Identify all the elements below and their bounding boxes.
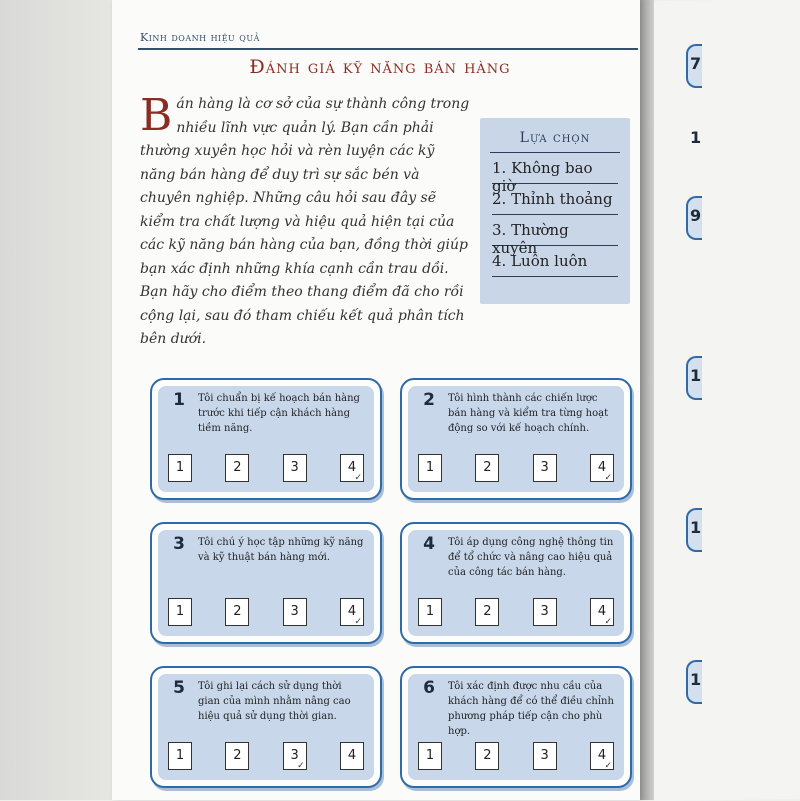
score-box[interactable] [533,598,557,626]
score-box-label: 3 [540,460,549,475]
score-box-label: 1 [425,460,435,475]
score-box-label: 3 [540,604,549,619]
score-box[interactable] [225,598,249,626]
score-options [168,454,364,482]
book-gutter [640,0,654,800]
tick-mark-icon: ✓ [354,473,362,483]
score-box[interactable] [340,742,364,770]
score-box-label: 4 [347,460,357,475]
score-box-label: 1 [175,604,185,619]
question-text: Tôi ghi lại cách sử dụng thời gian của mình nhằm nâng cao hiệu quả sử dụng thời gian. [198,681,351,722]
question-panel [408,386,624,492]
question-panel [408,674,624,780]
score-box-label: 3 [290,460,299,475]
question-number: 3 [173,534,185,554]
question-card [150,522,382,644]
header-rule [138,48,638,50]
question-text: Tôi xác định được nhu cầu của khách hàng để có thể điều chỉnh phương pháp tiếp cận cho phù hợp. [448,681,614,737]
score-box[interactable] [283,598,307,626]
background-left [0,0,112,800]
next-page-number: 1 [690,366,702,385]
question-text: Tôi hình thành các chiến lược bán hàng và kiểm tra từng hoạt động so với kế hoạch chính. [448,393,609,434]
question-number: 4 [423,534,435,554]
score-box-label: 3 [290,748,299,763]
score-box-label: 3 [540,748,549,763]
score-box[interactable] [533,454,557,482]
question-text: Tôi chú ý học tập những kỹ năng và kỹ thuật bán hàng mới. [198,537,364,563]
question-card [150,378,382,500]
question-panel [158,386,374,492]
tick-mark-icon: ✓ [604,761,612,771]
score-box[interactable] [590,598,614,626]
score-box[interactable] [168,742,192,770]
choice-item: 3. Thường xuyên [492,215,618,246]
next-page-number: 9 [690,206,702,225]
question-card [400,522,632,644]
question-card [400,666,632,788]
question-number: 6 [423,678,435,698]
next-page-number: 1 [690,518,702,537]
score-options [418,454,614,482]
score-box-label: 4 [347,604,357,619]
question-card [400,378,632,500]
choice-item: 4. Luôn luôn [492,246,618,277]
score-box-label: 1 [425,604,435,619]
question-number: 5 [173,678,185,698]
next-page-number: 1 [690,670,702,689]
next-page-number: 7 [690,54,702,73]
tick-mark-icon: ✓ [297,761,305,771]
question-number: 1 [173,390,185,410]
question-number: 2 [423,390,435,410]
score-box-label: 2 [483,604,492,619]
score-box-label: 2 [233,748,242,763]
choice-item: 2. Thỉnh thoảng [492,184,618,215]
score-box[interactable] [340,454,364,482]
tick-mark-icon: ✓ [604,617,612,627]
score-options [418,742,614,770]
question-text: Tôi áp dụng công nghệ thông tin để tổ chức và nâng cao hiệu quả của công tác bán hàng. [448,537,614,578]
tick-mark-icon: ✓ [604,473,612,483]
score-box[interactable] [418,742,442,770]
score-box[interactable] [418,454,442,482]
score-box-label: 2 [483,460,492,475]
score-box[interactable] [590,742,614,770]
question-text: Tôi chuẩn bị kế hoạch bán hàng trước khi tiếp cận khách hàng tiềm năng. [198,393,360,434]
question-card [150,666,382,788]
score-box[interactable] [533,742,557,770]
drop-cap: B [140,90,173,141]
score-box-label: 4 [597,460,607,475]
score-box[interactable] [283,454,307,482]
score-box-label: 4 [597,748,607,763]
score-box[interactable] [418,598,442,626]
score-box-label: 2 [483,748,492,763]
score-box[interactable] [475,742,499,770]
question-panel [158,674,374,780]
question-panel [158,530,374,636]
score-box[interactable] [590,454,614,482]
tick-mark-icon: ✓ [354,617,362,627]
score-box[interactable] [340,598,364,626]
intro-text: án hàng là cơ sở của sự thành công trong nhiều lĩnh vực quản lý. Bạn cần phải thường xuyên học hỏi và rèn luyện các kỹ năng bán hàng để duy trì sự sắc bén và chuyên nghiệp. Những câu hỏi sau đây sẽ kiểm tra chất lượng và hiệu quả hiện tại của các kỹ năng bán hàng của bạn, đồng thời giúp bạn xác định những khía cạnh cần trau dồi. Bạn hãy cho điểm theo thang điểm đã cho rồi cộng lại, sau đó tham chiếu kết quả phân tích bên dưới. [140,96,470,347]
choices-box [480,118,630,304]
intro-paragraph [140,90,470,352]
score-options [168,598,364,626]
page-title: Đánh giá kỹ năng bán hàng [249,56,511,78]
score-box[interactable] [475,598,499,626]
score-options [168,742,364,770]
score-box[interactable] [283,742,307,770]
score-box-label: 4 [347,748,357,763]
next-page [654,0,800,801]
score-box-label: 1 [425,748,435,763]
score-box-label: 4 [597,604,607,619]
score-box[interactable] [225,454,249,482]
running-head: Kinh doanh hiệu quả [140,31,260,44]
score-box-label: 1 [175,748,185,763]
score-box-label: 2 [233,604,242,619]
question-panel [408,530,624,636]
score-box[interactable] [168,598,192,626]
choice-item: 1. Không bao giờ [492,153,618,184]
score-box[interactable] [168,454,192,482]
score-box[interactable] [475,454,499,482]
score-options [418,598,614,626]
score-box[interactable] [225,742,249,770]
choices-heading: Lựa chọn [519,130,591,146]
score-box-label: 1 [175,460,185,475]
next-page-box-number: 1 [690,128,702,147]
score-box-label: 3 [290,604,299,619]
score-box-label: 2 [233,460,242,475]
